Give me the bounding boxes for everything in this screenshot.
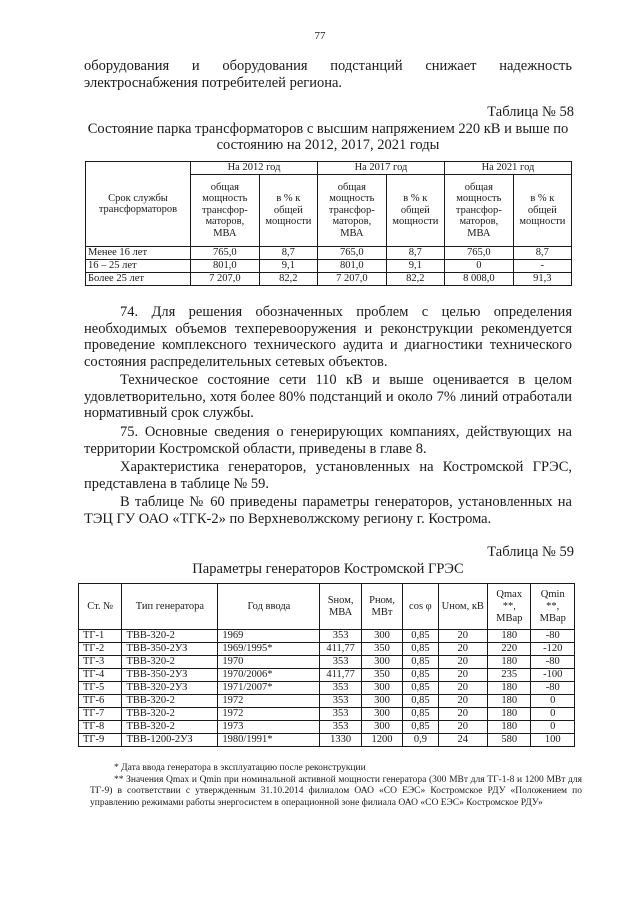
table-cell: ТВВ-1200-2УЗ — [122, 734, 218, 747]
table-cell: 20 — [438, 695, 487, 708]
table-cell: 0,85 — [403, 721, 438, 734]
table-row — [79, 643, 575, 656]
table59-header: Ст. № — [79, 584, 122, 630]
table-cell: 0,85 — [403, 695, 438, 708]
table-cell: 20 — [438, 630, 487, 643]
table-row — [79, 682, 575, 695]
table-cell: 300 — [361, 656, 402, 669]
table-cell: 0,85 — [403, 630, 438, 643]
table-cell: 24 — [438, 734, 487, 747]
page-number: 77 — [314, 30, 326, 42]
table59-header: cos φ — [403, 584, 438, 630]
table-cell: 7 207,0 — [317, 273, 386, 286]
table-row — [79, 708, 575, 721]
table-row — [79, 656, 575, 669]
table58-title: Состояние парка трансформаторов с высшим напряжением 220 кВ и выше по состоянию на 2012, 2017, 2021 годы — [87, 121, 569, 153]
table-cell: ТВВ-350-2УЗ — [122, 669, 218, 682]
table-cell: 0,85 — [403, 656, 438, 669]
table-row — [79, 669, 575, 682]
table-cell: 180 — [488, 721, 531, 734]
paragraph-74-1: 74. Для решения обозначенных проблем с целью определения необходимых объемов техперевооружения и реконструкции рекомендуется проведение комплексного технического аудита и диагностики технического состояния распределительных сетевых объектов. — [84, 304, 572, 370]
table-row — [79, 734, 575, 747]
table59-header: Qmax **, МВар — [488, 584, 531, 630]
table-cell: -100 — [531, 669, 575, 682]
table-cell: 353 — [320, 656, 361, 669]
table-cell: Более 25 лет — [86, 273, 191, 286]
table-cell: 1980/1991* — [218, 734, 320, 747]
paragraph-75-2: Характеристика генераторов, установленных на Костромской ГРЭС, представлена в таблице № 59. — [84, 459, 572, 492]
table-cell: 0 — [531, 721, 575, 734]
table-cell: 9,1 — [259, 260, 317, 273]
table-row — [86, 260, 572, 273]
table-cell: -80 — [531, 682, 575, 695]
table-cell: 353 — [320, 630, 361, 643]
table58-col-service: Срок службы трансформаторов — [86, 162, 191, 247]
table-cell: 20 — [438, 682, 487, 695]
table59-header: Uном, кВ — [438, 584, 487, 630]
table-cell: 411,77 — [320, 643, 361, 656]
table-cell: 1969/1995* — [218, 643, 320, 656]
table59-header: Год ввода — [218, 584, 320, 630]
table-cell: 0 — [444, 260, 513, 273]
table58-col-percent: в % к общей мощности — [513, 175, 571, 247]
table-cell: 180 — [488, 682, 531, 695]
table-cell: ТГ-4 — [79, 669, 122, 682]
table-cell: Менее 16 лет — [86, 247, 191, 260]
table-cell: 1971/2007* — [218, 682, 320, 695]
table-cell: 20 — [438, 643, 487, 656]
table-cell: 180 — [488, 695, 531, 708]
table58-label: Таблица № 58 — [487, 104, 574, 120]
table-cell: 300 — [361, 721, 402, 734]
table-cell: 801,0 — [317, 260, 386, 273]
table-cell: 0,85 — [403, 669, 438, 682]
table-cell: 801,0 — [191, 260, 260, 273]
table-cell: -80 — [531, 656, 575, 669]
footnotes — [90, 763, 582, 809]
intro-line-2: электроснабжения потребителей региона. — [84, 75, 343, 91]
table-cell: -80 — [531, 630, 575, 643]
table-cell: 0 — [531, 695, 575, 708]
table-cell: ТГ-8 — [79, 721, 122, 734]
table-cell: 1970 — [218, 656, 320, 669]
table-cell: ТВВ-320-2 — [122, 721, 218, 734]
table-cell: 350 — [361, 643, 402, 656]
table-row — [79, 630, 575, 643]
table59 — [78, 583, 575, 747]
table-cell: 1200 — [361, 734, 402, 747]
table59-title: Параметры генераторов Костромской ГРЭС — [192, 561, 464, 577]
table-cell: 8,7 — [386, 247, 444, 260]
paragraph-75-1: 75. Основные сведения о генерирующих компаниях, действующих на территории Костромской области, приведены в главе 8. — [84, 424, 572, 457]
table-cell: 8 008,0 — [444, 273, 513, 286]
table-cell: 180 — [488, 708, 531, 721]
table-cell: 20 — [438, 656, 487, 669]
table-cell: - — [513, 260, 571, 273]
table-cell: ТВВ-320-2УЗ — [122, 682, 218, 695]
table-cell: 0,85 — [403, 643, 438, 656]
table-cell: -120 — [531, 643, 575, 656]
table58 — [85, 161, 572, 286]
table-cell: ТГ-7 — [79, 708, 122, 721]
table-cell: 8,7 — [259, 247, 317, 260]
table-cell: 411,77 — [320, 669, 361, 682]
table-cell: 82,2 — [386, 273, 444, 286]
table58-col-percent: в % к общей мощности — [386, 175, 444, 247]
table59-header: Тип генератора — [122, 584, 218, 630]
table-cell: ТВВ-320-2 — [122, 630, 218, 643]
table58-col-power: общая мощность трансфор-маторов, МВА — [317, 175, 386, 247]
table-cell: 300 — [361, 630, 402, 643]
table-cell: 300 — [361, 695, 402, 708]
table-cell: 220 — [488, 643, 531, 656]
table58-col-power: общая мощность трансфор-маторов, МВА — [191, 175, 260, 247]
table-cell: 353 — [320, 695, 361, 708]
table-cell: ТГ-6 — [79, 695, 122, 708]
table-cell: 180 — [488, 630, 531, 643]
table58-col-percent: в % к общей мощности — [259, 175, 317, 247]
table58-year-header: На 2021 год — [444, 162, 571, 175]
table-cell: 235 — [488, 669, 531, 682]
table-cell: 0,9 — [403, 734, 438, 747]
table-cell: 1970/2006* — [218, 669, 320, 682]
table-cell: 0,85 — [403, 708, 438, 721]
table-cell: ТГ-9 — [79, 734, 122, 747]
table59-header: Qmin **, МВар — [531, 584, 575, 630]
table-cell: 350 — [361, 669, 402, 682]
table-cell: ТВВ-350-2УЗ — [122, 643, 218, 656]
table-cell: 0,85 — [403, 682, 438, 695]
table-cell: 353 — [320, 682, 361, 695]
table-cell: 9,1 — [386, 260, 444, 273]
table-cell: 353 — [320, 708, 361, 721]
table-cell: ТВВ-320-2 — [122, 708, 218, 721]
table-row — [86, 247, 572, 260]
table-cell: 580 — [488, 734, 531, 747]
table-cell: ТГ-2 — [79, 643, 122, 656]
table-cell: 1973 — [218, 721, 320, 734]
paragraph-75-3: В таблице № 60 приведены параметры генераторов, установленных на ТЭЦ ГУ ОАО «ТГК-2» по Верхневолжскому региону г. Кострома. — [84, 494, 572, 527]
footnote-1: * Дата ввода генератора в эксплуатацию после реконструкции — [114, 763, 366, 773]
table-cell: 1972 — [218, 708, 320, 721]
table-cell: 20 — [438, 708, 487, 721]
table-cell: 765,0 — [191, 247, 260, 260]
table-cell: 353 — [320, 721, 361, 734]
table-cell: ТГ-3 — [79, 656, 122, 669]
table-cell: 91,3 — [513, 273, 571, 286]
table58-year-header: На 2012 год — [191, 162, 318, 175]
table59-label: Таблица № 59 — [487, 544, 574, 560]
table-cell: 1969 — [218, 630, 320, 643]
table-cell: 20 — [438, 669, 487, 682]
footnote-2: ** Значения Qmax и Qmin при номинальной активной мощности генератора (300 МВт для ТГ-1-8 и 1200 МВт для ТГ-9) в соответствии с утвержденным 31.10.2014 филиалом ОАО «СО ЕЭС» Костромское РДУ «Положением по управлению режимами работы энергосистем в операционной зоне филиала ОАО «СО ЕЭС» Костромское РДУ» — [90, 774, 582, 808]
table59-header: Sном, МВА — [320, 584, 361, 630]
table58-col-power: общая мощность трансфор-маторов, МВА — [444, 175, 513, 247]
table-cell: 100 — [531, 734, 575, 747]
table-cell: 8,7 — [513, 247, 571, 260]
table59-header: Pном, МВт — [361, 584, 402, 630]
table-cell: ТВВ-320-2 — [122, 656, 218, 669]
table-cell: 20 — [438, 721, 487, 734]
table-row — [79, 695, 575, 708]
table-cell: 7 207,0 — [191, 273, 260, 286]
table-cell: 300 — [361, 708, 402, 721]
table-row — [86, 273, 572, 286]
table-cell: 0 — [531, 708, 575, 721]
table-cell: ТГ-5 — [79, 682, 122, 695]
table-row — [79, 721, 575, 734]
table-cell: 1972 — [218, 695, 320, 708]
table-cell: 765,0 — [317, 247, 386, 260]
table-cell: 1330 — [320, 734, 361, 747]
table-cell: 300 — [361, 682, 402, 695]
table-cell: ТГ-1 — [79, 630, 122, 643]
table-cell: 82,2 — [259, 273, 317, 286]
table58-year-header: На 2017 год — [317, 162, 444, 175]
table-cell: 180 — [488, 656, 531, 669]
intro-line-1: оборудования и оборудования подстанций снижает надежность — [84, 58, 572, 74]
paragraph-74-2: Техническое состояние сети 110 кВ и выше оценивается в целом удовлетворительно, хотя более 80% подстанций и около 7% линий отработали нормативный срок службы. — [84, 372, 572, 421]
table-cell: 16 – 25 лет — [86, 260, 191, 273]
table-cell: ТВВ-320-2 — [122, 695, 218, 708]
table-cell: 765,0 — [444, 247, 513, 260]
